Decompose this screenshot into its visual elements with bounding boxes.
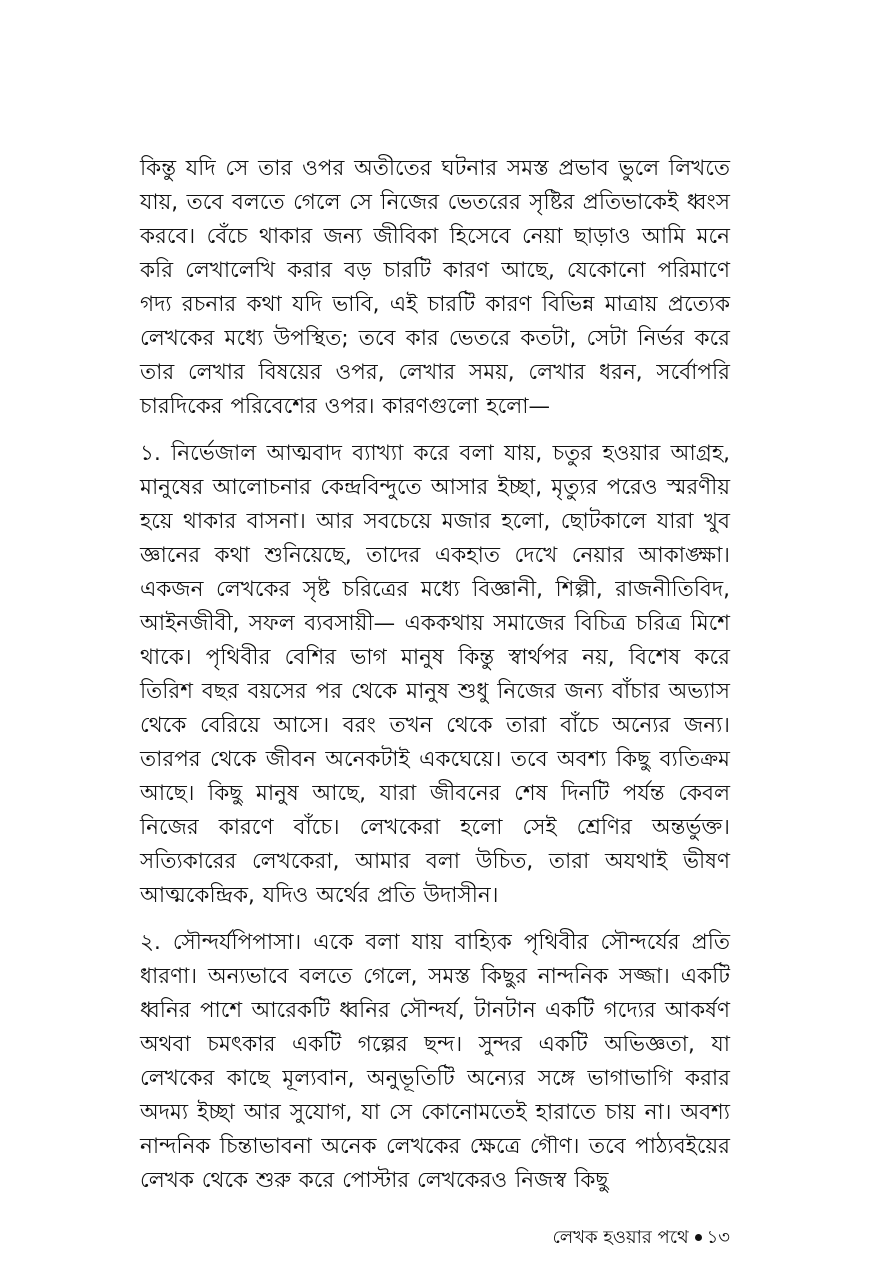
paragraph-point-1: ১. নির্ভেজাল আত্মবাদ ব্যাখ্যা করে বলা যায়, চতুর হওয়ার আগ্রহ, মানুষের আলোচনার কেন্দ্রবিন্দুতে আসার ইচ্ছা, মৃত্যুর পরেও স্মরণীয় হয়ে থাকার বাসনা। আর সবচেয়ে মজার হলো, ছোটকালে যারা খুব জ্ঞানের কথা শুনিয়েছে, তাদের একহাত দেখে নেয়ার আকাঙ্ক্ষা। একজন লেখকের সৃষ্ট চরিত্রের মধ্যে বিজ্ঞানী, শিল্পী, রাজনীতিবিদ, আইনজীবী, সফল ব্যবসায়ী— এককথায় সমাজের বিচিত্র চরিত্র মিশে থাকে। পৃথিবীর বেশির ভাগ মানুষ কিন্তু স্বার্থপর নয়, বিশেষ করে তিরিশ বছর বয়সের পর থেকে মানুষ শুধু নিজের জন্য বাঁচার অভ্যাস থেকে বেরিয়ে আসে। বরং তখন থেকে তারা বাঁচে অন্যের জন্য। তারপর থেকে জীবন অনেকটাই একঘেয়ে। তবে অবশ্য কিছু ব্যতিক্রম আছে। কিছু মানুষ আছে, যারা জীবনের শেষ দিনটি পর্যন্ত কেবল নিজের কারণে বাঁচে। লেখকেরা হলো সেই শ্রেণির অন্তর্ভুক্ত। সত্যিকারের লেখকেরা, আমার বলা উচিত, তারা অযথাই ভীষণ আত্মকেন্দ্রিক, যদিও অর্থের প্রতি উদাসীন। [140, 441, 730, 908]
page-footer [553, 1226, 731, 1250]
running-title: লেখক হওয়ার পথে [552, 1227, 689, 1248]
paragraph-point-2: ২. সৌন্দর্যপিপাসা। একে বলা যায় বাহ্যিক পৃথিবীর সৌন্দর্যের প্রতি ধারণা। অন্যভাবে বলতে গেলে, সমস্ত কিছুর নান্দনিক সজ্জা। একটি ধ্বনির পাশে আরেকটি ধ্বনির সৌন্দর্য, টানটান একটি গদ্যের আকর্ষণ অথবা চমৎকার একটি গল্পের ছন্দ। সুন্দর একটি অভিজ্ঞতা, যা লেখকের কাছে মূল্যবান, অনুভূতিটি অন্যের সঙ্গে ভাগাভাগি করার অদম্য ইচ্ছা আর সুযোগ, যা সে কোনোমতেই হারাতে চায় না। অবশ্য নান্দনিক চিন্তাভাবনা অনেক লেখকের ক্ষেত্রে গৌণ। তবে পাঠ্যবইয়ের লেখক থেকে শুরু করে পোস্টার লেখকেরও নিজস্ব কিছু [140, 930, 730, 1193]
page-body [140, 152, 730, 1198]
paragraph-intro: কিন্তু যদি সে তার ওপর অতীতের ঘটনার সমস্ত প্রভাব ভুলে লিখতে যায়, তবে বলতে গেলে সে নিজের ভেতরের সৃষ্টির প্রতিভাকেই ধ্বংস করবে। বেঁচে থাকার জন্য জীবিকা হিসেবে নেয়া ছাড়াও আমি মনে করি লেখালেখি করার বড় চারটি কারণ আছে, যেকোনো পরিমাণে গদ্য রচনার কথা যদি ভাবি, এই চারটি কারণ বিভিন্ন মাত্রায় প্রত্যেক লেখকের মধ্যে উপস্থিত; তবে কার ভেতরে কতটা, সেটা নির্ভর করে তার লেখার বিষয়ের ওপর, লেখার সময়, লেখার ধরন, সর্বোপরি চারদিকের পরিবেশের ওপর। কারণগুলো হলো— [140, 156, 730, 419]
page-number: ১৩ [706, 1227, 730, 1248]
bullet-separator-icon [695, 1234, 702, 1241]
